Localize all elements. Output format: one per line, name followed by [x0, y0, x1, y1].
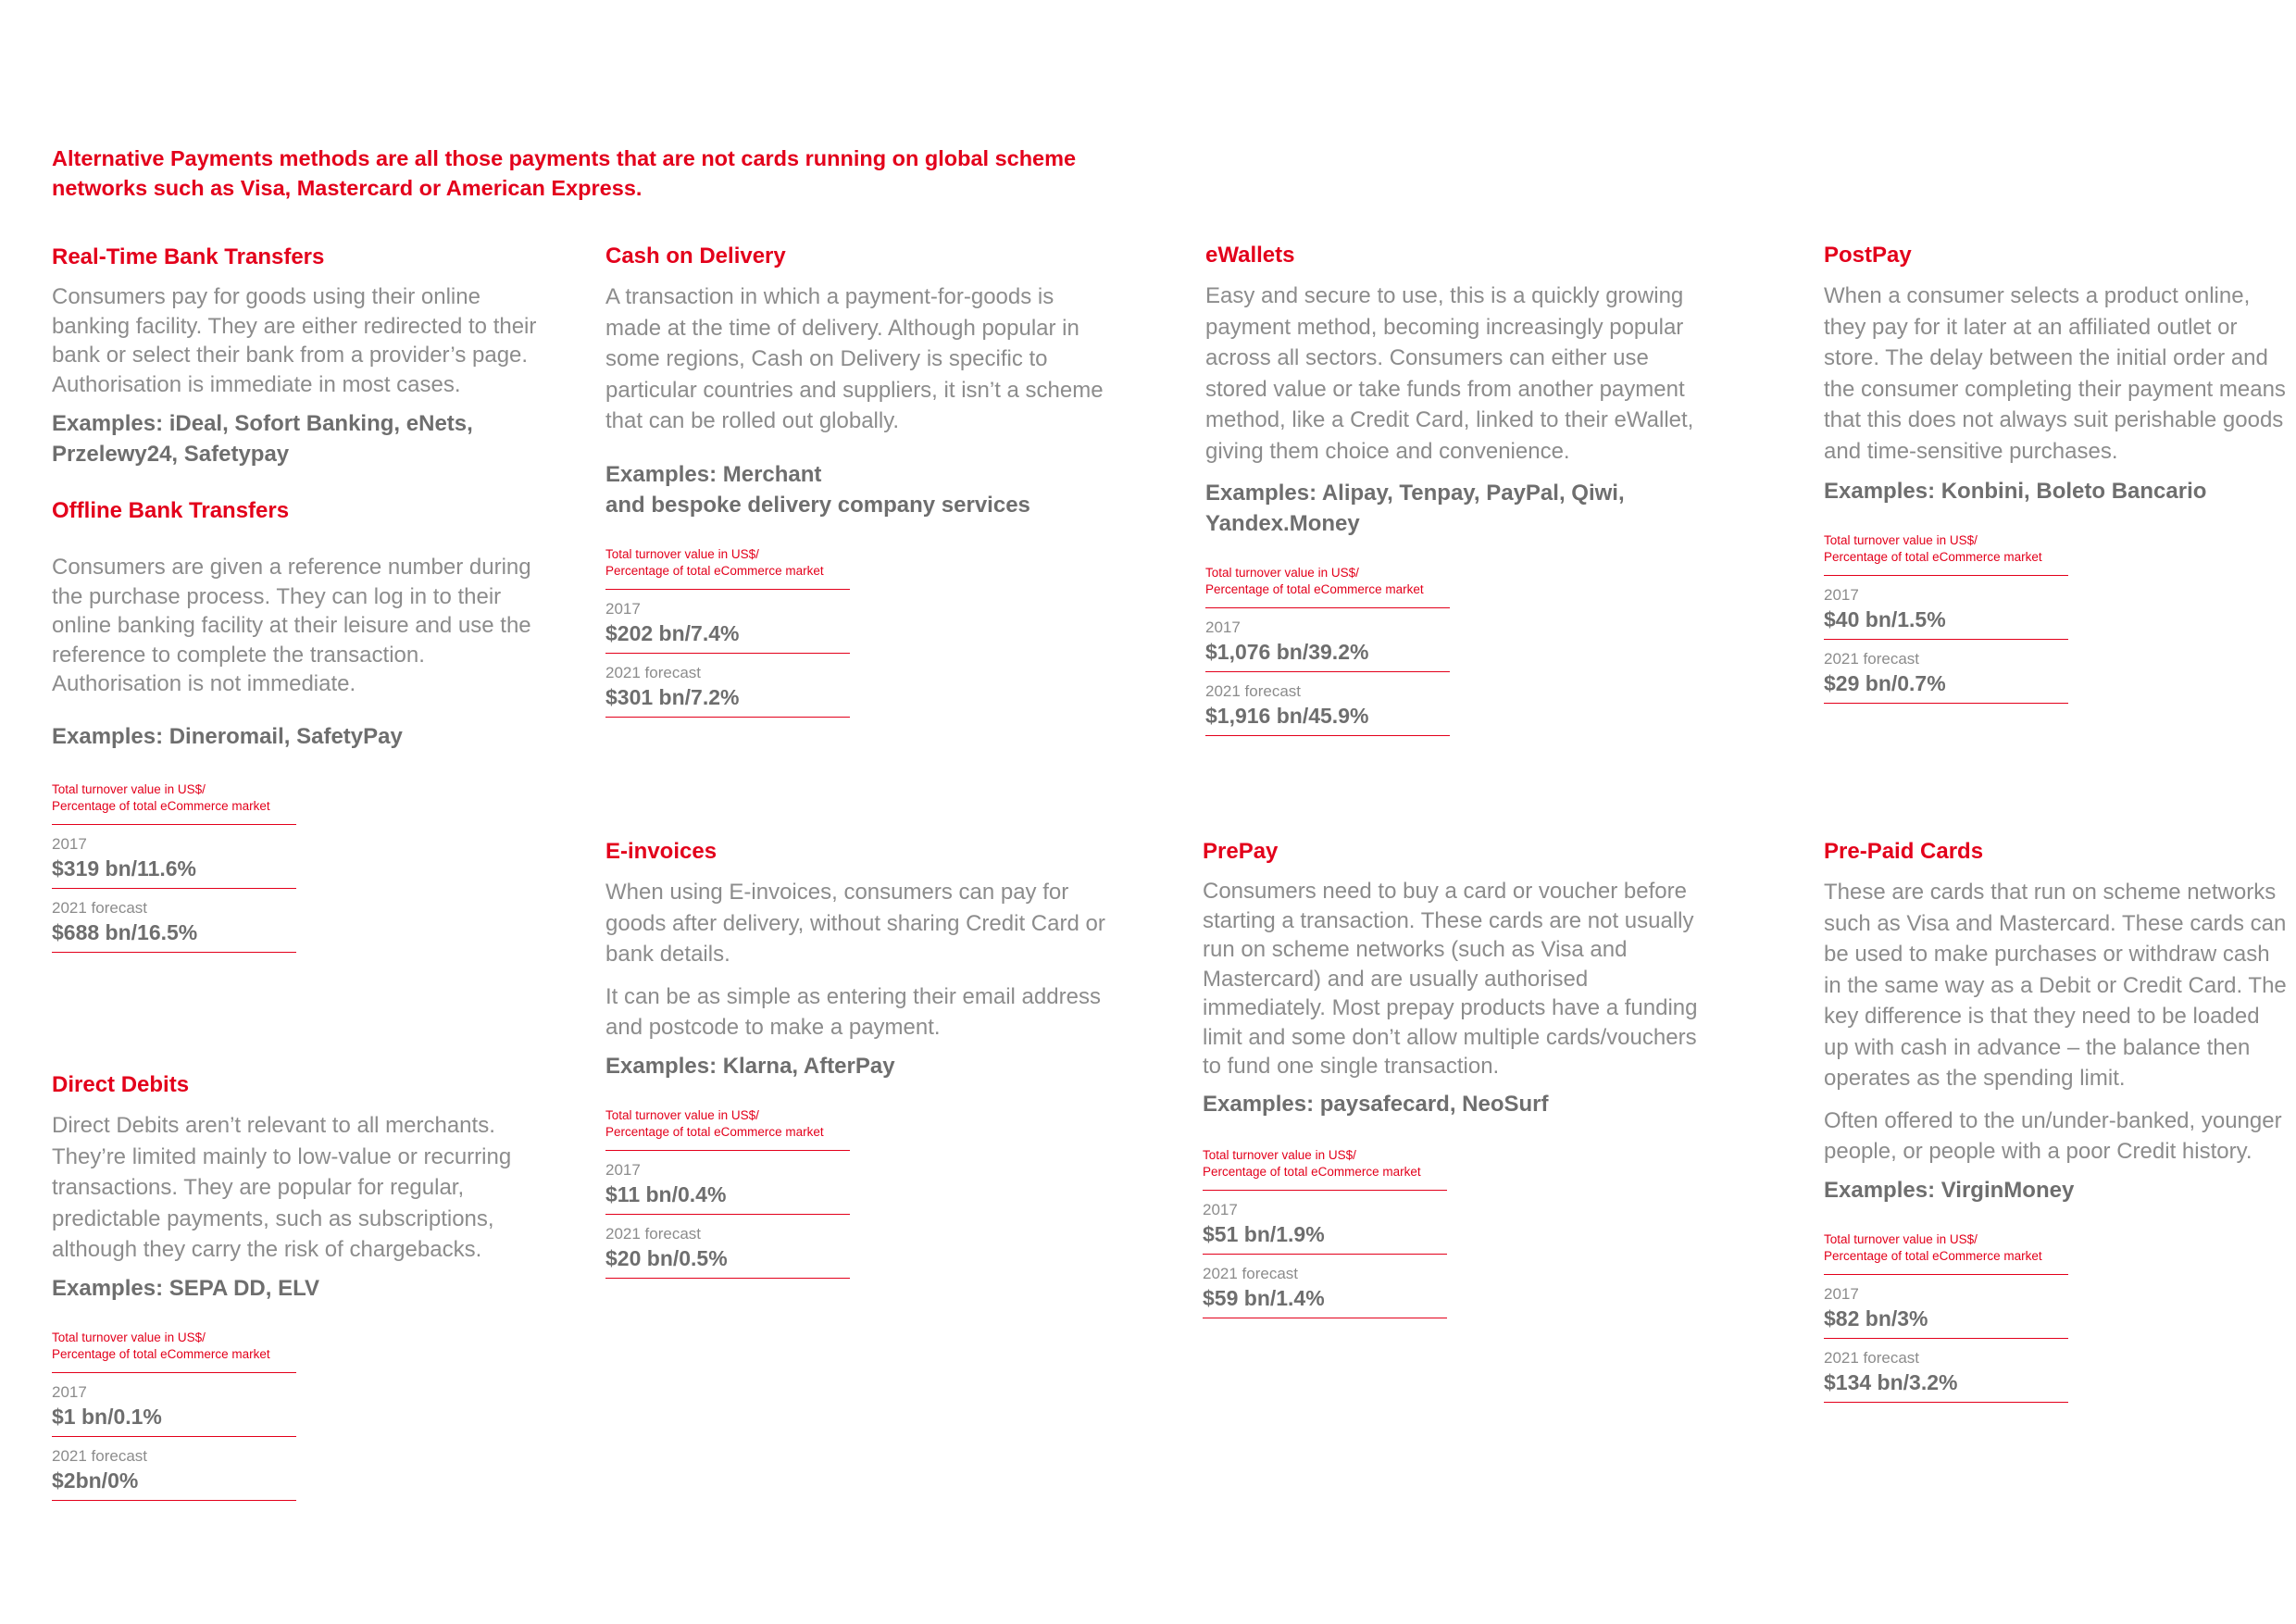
stats-label: Total turnover value in US$/ Percentage of total eCommerce market	[52, 1330, 296, 1373]
section-body: Consumers are given a reference number during the purchase process. They can log in to their online banking facility at their leisure and use the reference to complete the transaction. Authorisation is not immediate.	[52, 555, 531, 696]
section-e-invoices	[605, 838, 1105, 1279]
section-examples: Examples: paysafecard, NeoSurf	[1203, 1091, 1549, 1117]
stats-label: Total turnover value in US$/ Percentage of total eCommerce market	[52, 781, 296, 825]
section-title: Direct Debits	[52, 1072, 190, 1097]
section-title: PrePay	[1203, 839, 1279, 864]
stats-label: Total turnover value in US$/ Percentage of total eCommerce market	[1824, 532, 2068, 576]
turnover-stats	[52, 781, 296, 953]
section-body: Easy and secure to use, this is a quickly growing payment method, becoming increasingly popular across all sectors. Consumers can either use stored value or take funds from another payment method, like a Credit Card, linked to their eWallet, giving them choice and convenience.	[1205, 283, 1694, 464]
stats-row-2021: 2021 forecast $688 bn/16.5%	[52, 889, 296, 953]
section-examples: Examples: Dineromail, SafetyPay	[52, 723, 403, 749]
section-examples: Examples: iDeal, Sofort Banking, eNets, Przelewy24, Safetypay	[52, 411, 473, 467]
section-examples: Examples: VirginMoney	[1824, 1177, 2075, 1203]
stats-row-2017: 2017 $40 bn/1.5%	[1824, 576, 2068, 640]
section-examples: Examples: Alipay, Tenpay, PayPal, Qiwi, Yandex.Money	[1205, 481, 1625, 536]
section-prepay	[1203, 838, 1703, 1318]
stats-row-2021: 2021 forecast $29 bn/0.7%	[1824, 640, 2068, 704]
stats-row-2017: 2017 $319 bn/11.6%	[52, 825, 296, 889]
section-title: Offline Bank Transfers	[52, 498, 290, 523]
section-ewallets	[1205, 242, 1705, 736]
section-title: Real-Time Bank Transfers	[52, 244, 325, 269]
stats-row-2021: 2021 forecast $20 bn/0.5%	[605, 1215, 850, 1279]
stats-label: Total turnover value in US$/ Percentage of total eCommerce market	[605, 546, 850, 590]
stats-row-2017: 2017 $82 bn/3%	[1824, 1275, 2068, 1339]
section-body: Consumers need to buy a card or voucher before starting a transaction. These cards are not usually run on scheme networks (such as Visa and Mastercard) and are usually authorised immediately. Most prepay products have a funding limit and some don’t allow multiple cards/vouchers to fund one single transaction.	[1203, 879, 1698, 1079]
section-body: A transaction in which a payment-for-goods is made at the time of delivery. Although popular in some regions, Cash on Delivery is specific to particular countries and suppliers, it isn’t a scheme that can be rolled out globally.	[605, 284, 1104, 433]
section-body-2: It can be as simple as entering their email address and postcode to make a payment.	[605, 983, 1101, 1040]
section-examples: Examples: Merchant and bespoke delivery company services	[605, 461, 1030, 518]
section-title: Cash on Delivery	[605, 244, 786, 269]
section-body-2: Often offered to the un/under-banked, younger people, or people with a poor Credit history.	[1824, 1107, 2282, 1164]
stats-row-2017: 2017 $1 bn/0.1%	[52, 1373, 296, 1437]
section-body: Consumers pay for goods using their online banking facility. They are either redirected to their bank or select their bank from a provider’s page. Authorisation is immediate in most cases.	[52, 284, 537, 397]
stats-label: Total turnover value in US$/ Percentage of total eCommerce market	[1203, 1147, 1447, 1191]
section-cash-on-delivery	[605, 243, 1105, 718]
stats-row-2017: 2017 $11 bn/0.4%	[605, 1151, 850, 1215]
section-title: PostPay	[1824, 243, 1912, 268]
stats-row-2017: 2017 $1,076 bn/39.2%	[1205, 608, 1450, 672]
section-examples: Examples: Konbini, Boleto Bancario	[1824, 479, 2207, 504]
stats-row-2017: 2017 $51 bn/1.9%	[1203, 1191, 1447, 1255]
section-examples: Examples: SEPA DD, ELV	[52, 1275, 319, 1301]
stats-label: Total turnover value in US$/ Percentage of total eCommerce market	[1205, 565, 1450, 608]
turnover-stats	[605, 546, 850, 718]
section-body: These are cards that run on scheme networks such as Visa and Mastercard. These cards can be used to make purchases or withdraw cash in the same way as a Debit or Credit Card. The key difference is that they need to be loaded up with cash in advance – the balance then operates as the spending limit.	[1824, 880, 2287, 1091]
turnover-stats	[1203, 1147, 1447, 1318]
stats-row-2017: 2017 $202 bn/7.4%	[605, 590, 850, 654]
turnover-stats	[1824, 1231, 2068, 1403]
section-title: Pre-Paid Cards	[1824, 839, 1984, 864]
intro-heading: Alternative Payments methods are all those payments that are not cards running on global scheme networks such as Visa, Mastercard or American Express.	[52, 146, 1077, 200]
section-offline-bank-transfers	[52, 497, 552, 953]
section-title: E-invoices	[605, 839, 718, 864]
stats-label: Total turnover value in US$/ Percentage of total eCommerce market	[605, 1107, 850, 1151]
section-body: When a consumer selects a product online, they pay for it later at an affiliated outlet or store. The delay between the initial order and the consumer completing their payment means that this does not always suit perishable goods and time-sensitive purchases.	[1824, 283, 2286, 464]
section-examples: Examples: Klarna, AfterPay	[605, 1053, 895, 1079]
stats-row-2021: 2021 forecast $1,916 bn/45.9%	[1205, 672, 1450, 736]
section-pre-paid-cards	[1824, 838, 2287, 1403]
section-postpay	[1824, 242, 2287, 704]
turnover-stats	[52, 1330, 296, 1501]
stats-label: Total turnover value in US$/ Percentage of total eCommerce market	[1824, 1231, 2068, 1275]
section-direct-debits	[52, 1071, 552, 1501]
stats-row-2021: 2021 forecast $59 bn/1.4%	[1203, 1255, 1447, 1318]
section-title: eWallets	[1205, 243, 1295, 268]
stats-row-2021: 2021 forecast $2bn/0%	[52, 1437, 296, 1501]
turnover-stats	[1824, 532, 2068, 704]
turnover-stats	[605, 1107, 850, 1279]
stats-row-2021: 2021 forecast $301 bn/7.2%	[605, 654, 850, 718]
section-real-time-bank-transfers	[52, 244, 552, 469]
stats-row-2021: 2021 forecast $134 bn/3.2%	[1824, 1339, 2068, 1403]
section-body: Direct Debits aren’t relevant to all merchants. They’re limited mainly to low-value or recurring transactions. They are popular for regular, predictable payments, such as subscriptions, although they carry the risk of chargebacks.	[52, 1113, 512, 1262]
turnover-stats	[1205, 565, 1450, 736]
section-body: When using E-invoices, consumers can pay for goods after delivery, without sharing Credit Card or bank details.	[605, 880, 1105, 967]
